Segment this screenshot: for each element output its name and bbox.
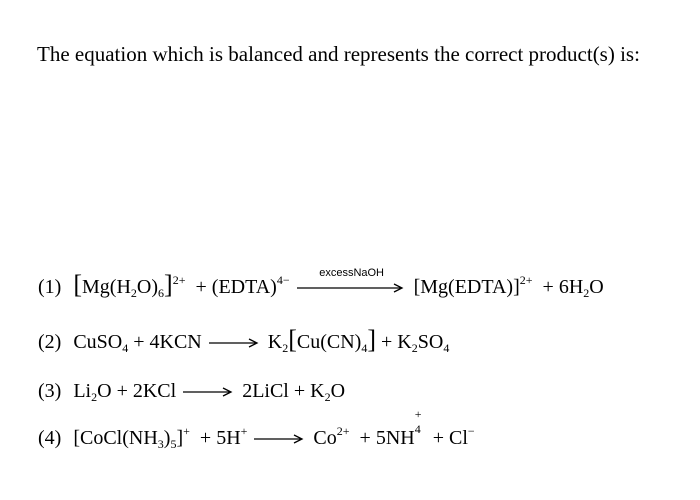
option-number: (4)	[38, 427, 62, 449]
equation-3: $Li_2O + 2KCl$ 2LiCl + $K_2O$	[73, 380, 346, 404]
reaction-arrow	[254, 434, 306, 444]
arrow-icon	[254, 434, 306, 444]
option-number: (3)	[38, 380, 62, 402]
option-2	[38, 325, 450, 355]
equation-4: $[CoCl(NH_3)_5]^+ + 5H^+$ $Co^{2+} + 5NH$ + 4 + Cl−	[73, 407, 475, 451]
option-3	[38, 380, 345, 403]
reaction-arrow	[297, 267, 407, 293]
question-text: The equation which is balanced and represents the correct product(s) is:	[37, 42, 640, 66]
reaction-condition: excessNaOH	[319, 267, 384, 280]
option-number: (2)	[38, 331, 62, 353]
arrow-icon	[209, 338, 261, 348]
arrow-icon	[183, 387, 235, 397]
equation-2: CuSO$_4$ + 4KCN $K_2[Cu(CN)_4] + K_2SO_4$	[73, 325, 450, 355]
option-4	[38, 407, 475, 451]
reaction-arrow	[183, 387, 235, 397]
reaction-arrow	[209, 338, 261, 348]
arrow-icon	[297, 283, 407, 293]
option-number: (1)	[38, 276, 62, 298]
option-1	[38, 267, 604, 300]
equation-1: $[Mg(H_2O)_6]^{2+}$ + (EDTA)$^{4-}$ excessNaOH [Mg(EDTA)]$^{2+}$ + $6H_2O$	[73, 267, 604, 300]
